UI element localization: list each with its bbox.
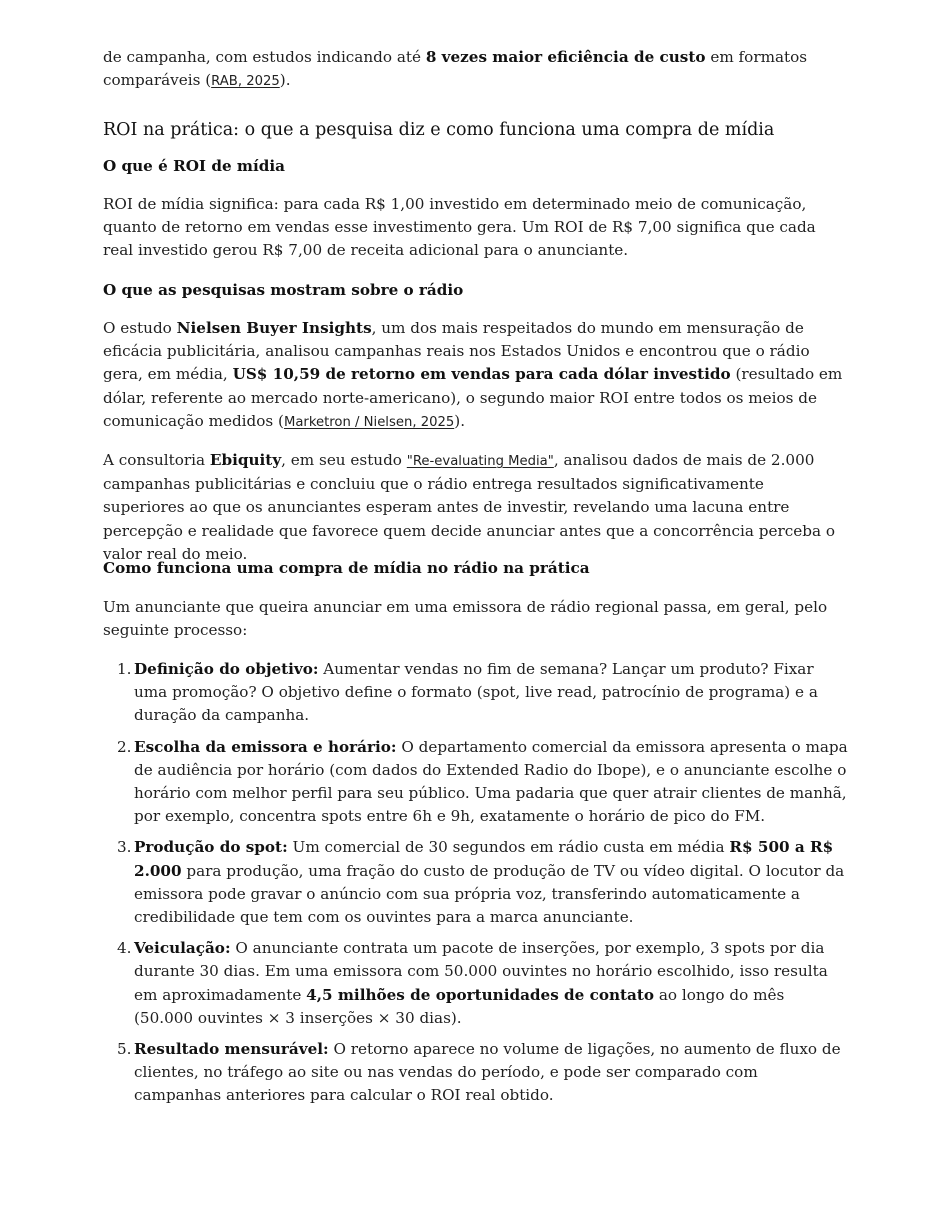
step-text: ao longo do mês (50.000 ouvintes × 3 inserções × 30 dias). [134, 985, 785, 1027]
section-heading: ROI na prática: o que a pesquisa diz e como funciona uma compra de mídia [103, 120, 775, 140]
ebiquity-text: , em seu estudo [281, 451, 407, 469]
step-highlight: R$ 500 a R$ 2.000 [134, 838, 834, 880]
step-title: Produção do spot: [134, 838, 288, 857]
subheading-what-is-roi: O que é ROI de mídia [103, 157, 285, 175]
intro-text: de campanha, com estudos indicando até [103, 48, 426, 66]
intro-text: ). [279, 71, 291, 90]
step-text: Aumentar vendas no fim de semana? Lançar um produto? Fixar uma promoção? O objetivo define o formato (spot, live read, patrocínio de programa) e a duração da campanha. [134, 660, 818, 725]
roi-definition-paragraph: ROI de mídia significa: para cada R$ 1,00 investido em determinado meio de comunicação, quanto de retorno em vendas esse investimento gera. Um ROI de R$ 7,00 significa que cada real investido gerou R$ 7,00 de receita adicional para o anunciante. [103, 195, 816, 260]
nielsen-roi-figure: US$ 10,59 de retorno em vendas para cada dólar investido [232, 365, 731, 384]
ebiquity-paragraph [103, 449, 848, 566]
step-title: Resultado mensurável: [134, 1040, 329, 1059]
subheading-research: O que as pesquisas mostram sobre o rádio [103, 281, 464, 299]
nielsen-text: O estudo [103, 319, 177, 337]
intro-paragraph [103, 46, 848, 93]
nielsen-text: (resultado em dólar, referente ao mercado norte-americano), o segundo maior ROI entre todos os meios de comunicação medidos ( [103, 365, 843, 430]
marketron-nielsen-source-link[interactable]: Marketron / Nielsen, 2025 [283, 414, 455, 430]
step-text: O retorno aparece no volume de ligações, no aumento de fluxo de clientes, no tráfego ao site ou nas vendas do período, e pode ser comparado com campanhas anteriores para calcular o ROI real obtido. [134, 1040, 841, 1105]
list-item [103, 1038, 848, 1108]
step-number: 2. [117, 737, 132, 756]
intro-highlight: 8 vezes maior eficiência de custo [425, 48, 706, 66]
process-intro-paragraph: Um anunciante que queira anunciar em uma emissora de rádio regional passa, em geral, pelo seguinte processo: [103, 598, 828, 640]
rab-source-link[interactable]: RAB, 2025 [211, 74, 280, 90]
step-title: Veiculação: [134, 939, 231, 958]
nielsen-text: ). [454, 411, 466, 430]
list-item [103, 658, 848, 728]
step-number: 4. [117, 939, 132, 958]
ebiquity-text: A consultoria [103, 451, 210, 469]
ebiquity-text: , analisou dados de mais de 2.000 campanhas publicitárias e concluiu que o rádio entrega resultados significativamente superiores ao que os anunciantes esperam antes de investir, revelando uma lacuna entre percepção e realidade que favorece quem decide anunciar antes que a concorrência perceba o valor real do meio. [103, 451, 835, 563]
step-title: Escolha da emissora e horário: [134, 737, 397, 756]
step-number: 1. [117, 660, 132, 678]
step-text: O anunciante contrata um pacote de inserções, por exemplo, 3 spots por dia durante 30 dias. Em uma emissora com 50.000 ouvintes no horário escolhido, isso resulta em aproximadamente [134, 939, 828, 1004]
subheading-how-it-works: Como funciona uma compra de mídia no rádio na prática [103, 559, 590, 577]
intro-text: em formatos comparáveis ( [103, 48, 808, 90]
step-highlight: 4,5 milhões de oportunidades de contato [306, 985, 655, 1004]
re-evaluating-media-link[interactable]: "Re-evaluating Media" [406, 454, 554, 469]
purchase-steps-list [103, 658, 848, 1116]
ebiquity-name: Ebiquity [209, 451, 282, 469]
step-text: para produção, uma fração do custo de produção de TV ou vídeo digital. O locutor da emissora pode gravar o anúncio com sua própria voz, transferindo automaticamente a credibilidade que tem com os ouvintes para a marca anunciante. [134, 861, 845, 927]
nielsen-text: , um dos mais respeitados do mundo em mensuração de eficácia publicitária, analisou campanhas reais nos Estados Unidos e encontrou que o rádio gera, em média, [103, 319, 810, 384]
list-item [103, 736, 848, 829]
nielsen-paragraph [103, 317, 848, 434]
step-number: 3. [117, 838, 132, 857]
list-item [103, 937, 848, 1030]
step-number: 5. [117, 1040, 132, 1059]
list-item [103, 836, 848, 929]
step-title: Definição do objetivo: [134, 660, 319, 678]
step-text: Um comercial de 30 segundos em rádio custa em média [287, 838, 730, 857]
step-text: O departamento comercial da emissora apresenta o mapa de audiência por horário (com dados do Extended Radio do Ibope), e o anunciante escolhe o horário com melhor perfil para seu público. Uma padaria que quer atrair clientes de manhã, por exemplo, concentra spots entre 6h e 9h, exatamente o horário de pico do FM. [134, 737, 848, 826]
nielsen-study-name: Nielsen Buyer Insights [176, 319, 372, 337]
